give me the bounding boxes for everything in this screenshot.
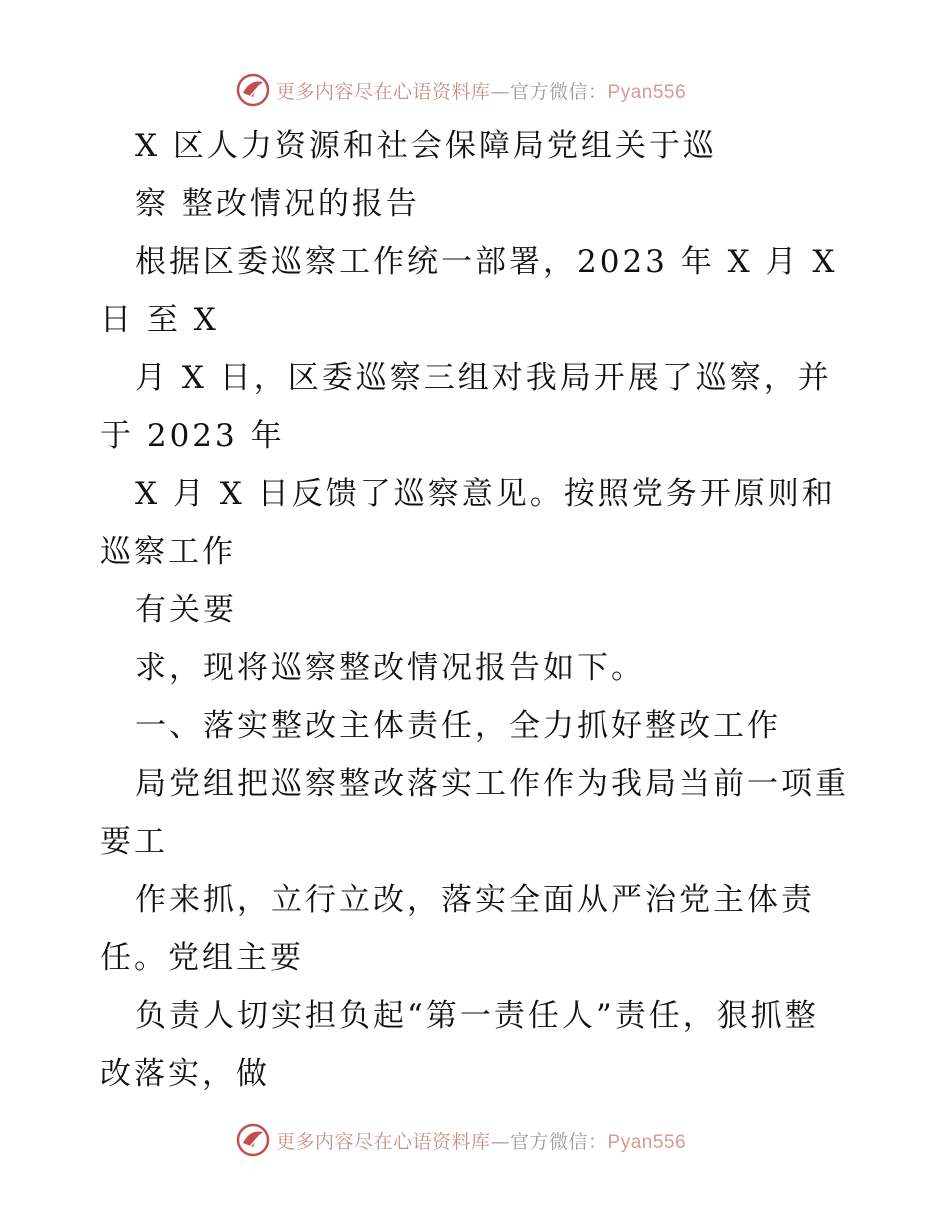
paragraph-line: 要工 xyxy=(100,824,168,860)
paragraph-line: 求，现将巡察整改情况报告如下。 xyxy=(135,650,645,686)
watermark-text: 更多内容尽在心语资料库—官方微信：Pyan556 xyxy=(276,80,687,103)
paragraph-line: 任。党组主要 xyxy=(100,940,304,976)
paragraph-line: X 月 X 日反馈了巡察意见。按照党务开原则和 xyxy=(135,476,836,512)
paragraph-line: 日 至 X xyxy=(100,302,219,338)
header-watermark xyxy=(236,72,686,108)
paragraph-line: 于 2023 年 xyxy=(100,418,285,454)
paragraph-line: 作来抓，立行立改，落实全面从严治党主体责 xyxy=(135,882,815,918)
paragraph-line: 有关要 xyxy=(135,592,237,628)
document-title-line-1: X 区人力资源和社会保障局党组关于巡 xyxy=(135,128,717,164)
paragraph-line: 局党组把巡察整改落实工作作为我局当前一项重 xyxy=(135,766,849,802)
logo-icon xyxy=(236,73,270,107)
paragraph-line: 负责人切实担负起“第一责任人”责任，狠抓整 xyxy=(135,998,819,1034)
logo-icon xyxy=(236,1123,270,1157)
document-title-line-2: 察 整改情况的报告 xyxy=(135,186,420,222)
footer-watermark xyxy=(236,1122,686,1158)
watermark-text: 更多内容尽在心语资料库—官方微信：Pyan556 xyxy=(276,1130,687,1153)
paragraph-line: 巡察工作 xyxy=(100,534,236,570)
paragraph-line: 根据区委巡察工作统一部署，2023 年 X 月 X xyxy=(135,244,838,280)
paragraph-line: 月 X 日，区委巡察三组对我局开展了巡察，并 xyxy=(135,360,832,396)
section-heading: 一、落实整改主体责任，全力抓好整改工作 xyxy=(135,708,781,744)
paragraph-line: 改落实，做 xyxy=(100,1056,270,1092)
